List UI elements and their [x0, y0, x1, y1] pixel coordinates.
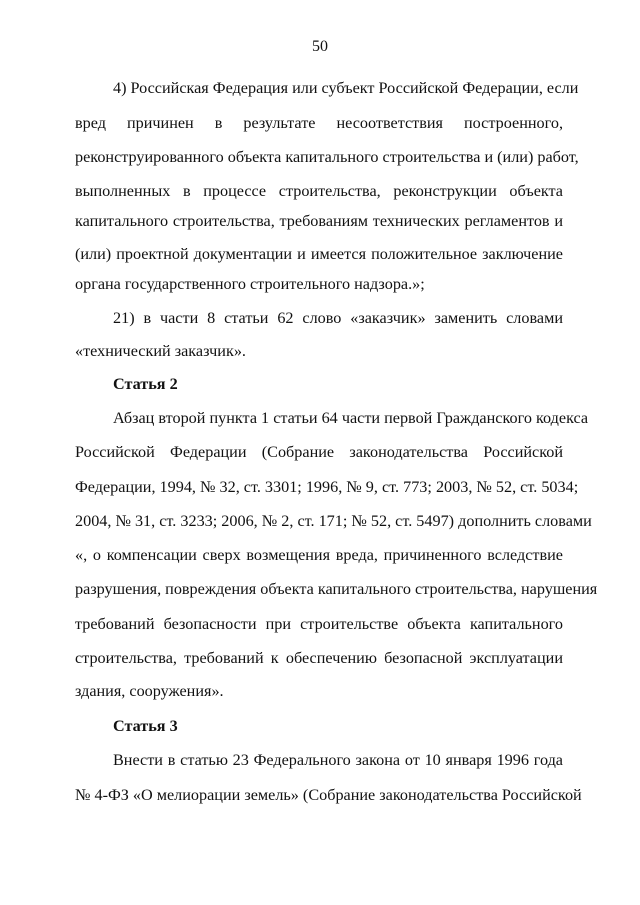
page-number: 50	[312, 38, 328, 55]
article2-line-7: требований безопасности при строительстве объекта капитального	[75, 615, 563, 633]
article3-line-2: № 4-ФЗ «О мелиорации земель» (Собрание законодательства Российской	[75, 786, 582, 804]
article2-line-9: здания, сооружения».	[75, 682, 224, 700]
item4-line-3: реконструированного объекта капитального строительства и (или) работ,	[75, 148, 579, 166]
article2-line-5: «, о компенсации сверх возмещения вреда, причиненного вследствие	[75, 546, 563, 564]
item4-line-1: 4) Российская Федерация или субъект Российской Федерации, если	[113, 79, 579, 97]
article2-line-1: Абзац второй пункта 1 статьи 64 части первой Гражданского кодекса	[113, 409, 589, 427]
item4-line-5: капитального строительства, требованиям технических регламентов и	[75, 212, 563, 230]
item4-line-7: органа государственного строительного надзора.»;	[75, 275, 425, 293]
item21-line-1: 21) в части 8 статьи 62 слово «заказчик» заменить словами	[113, 309, 563, 327]
article2-line-3: Федерации, 1994, № 32, ст. 3301; 1996, № 9, ст. 773; 2003, № 52, ст. 5034;	[75, 478, 579, 496]
article2-heading: Статья 2	[113, 375, 178, 393]
article2-line-6: разрушения, повреждения объекта капитального строительства, нарушения	[75, 580, 598, 598]
item4-line-4: выполненных в процессе строительства, реконструкции объекта	[75, 182, 563, 200]
article2-line-8: строительства, требований к обеспечению безопасной эксплуатации	[75, 649, 563, 667]
article3-heading: Статья 3	[113, 717, 178, 735]
article3-line-1: Внести в статью 23 Федерального закона от 10 января 1996 года	[113, 751, 563, 769]
article2-line-4: 2004, № 31, ст. 3233; 2006, № 2, ст. 171; № 52, ст. 5497) дополнить словами	[75, 512, 592, 530]
item21-line-2: «технический заказчик».	[75, 342, 246, 360]
article2-line-2: Российской Федерации (Собрание законодательства Российской	[75, 443, 563, 461]
item4-line-2: вред причинен в результате несоответствия построенного,	[75, 114, 563, 132]
item4-line-6: (или) проектной документации и имеется положительное заключение	[75, 245, 563, 263]
